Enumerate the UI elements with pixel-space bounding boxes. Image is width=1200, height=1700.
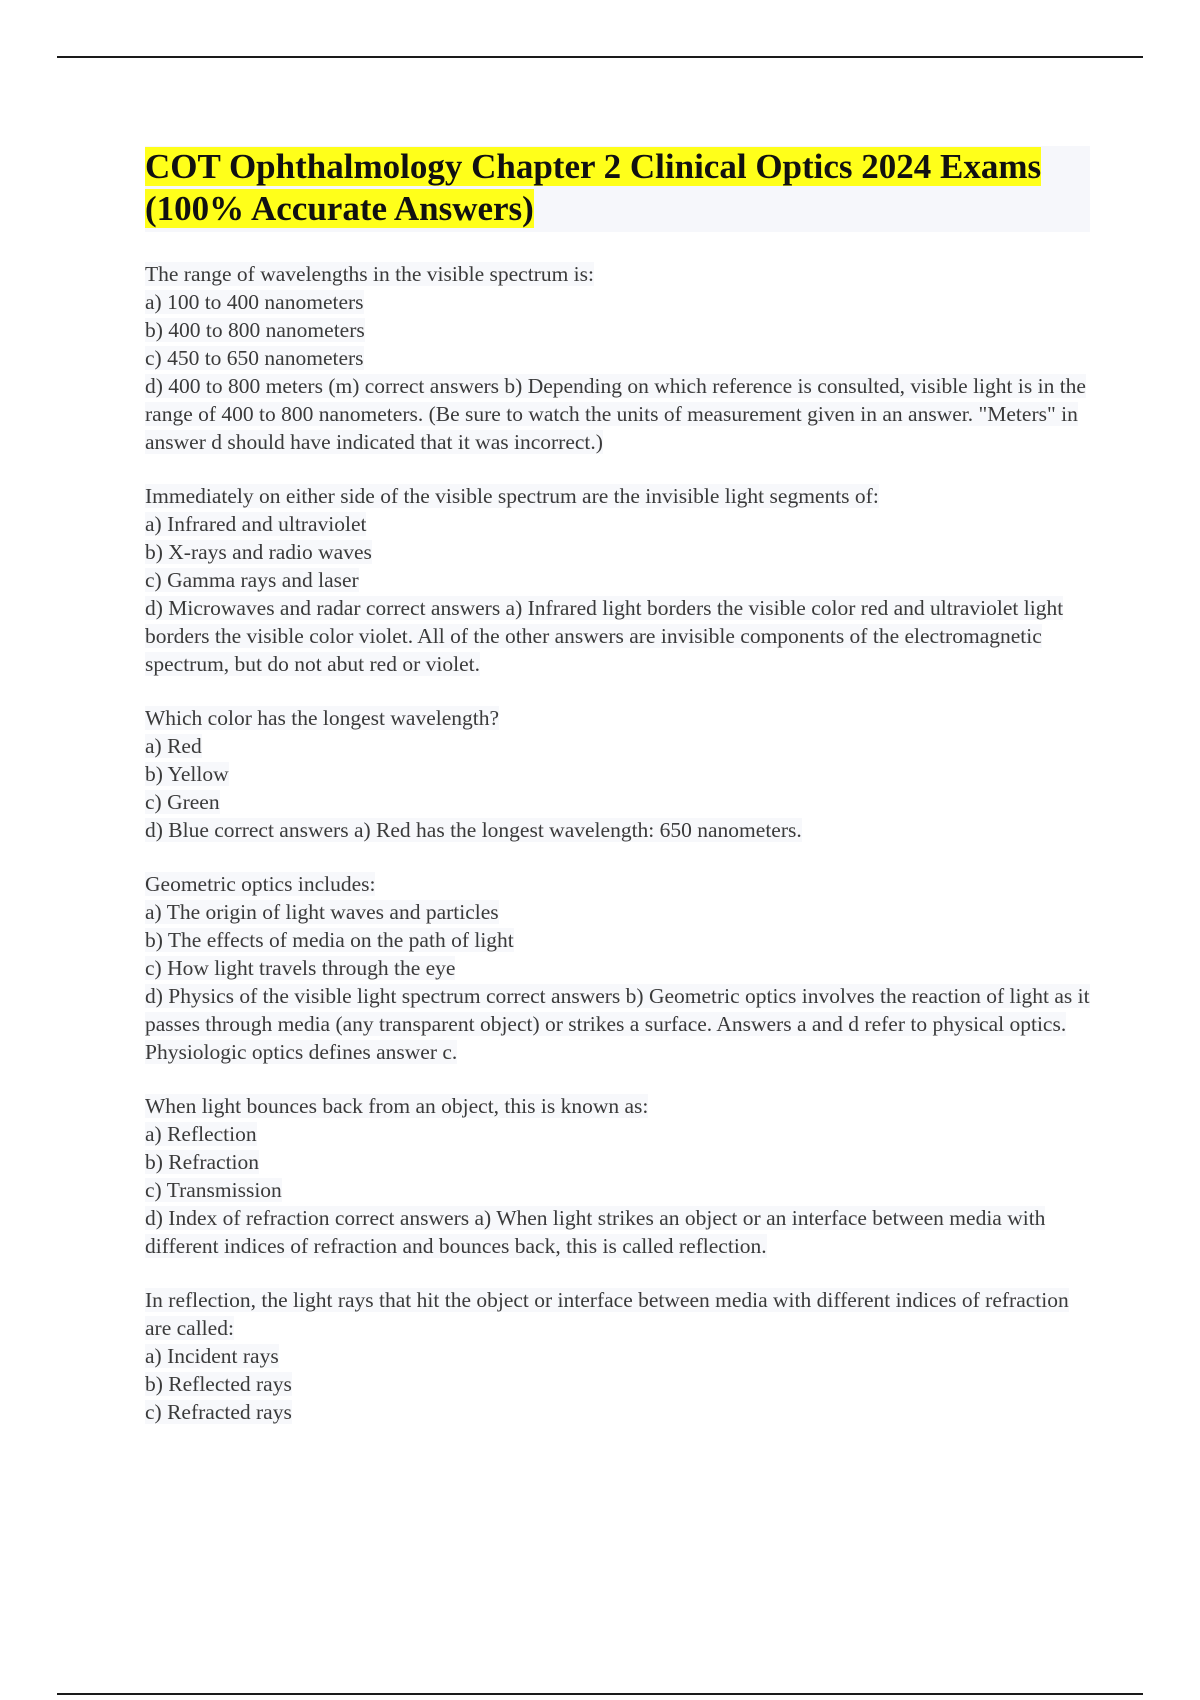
option-b: b) Refraction [145,1150,260,1174]
option-b: b) The effects of media on the path of light [145,928,514,952]
title-block [145,146,1090,232]
option-d-with-answer: d) Index of refraction correct answers a) When light strikes an object or an interface between media with different indices of refraction and bounces back, this is called reflection. [145,1206,1046,1258]
document-body [145,146,1090,1452]
option-c: c) Refracted rays [145,1400,292,1424]
question-text: Geometric optics includes: [145,872,376,896]
question-text: When light bounces back from an object, this is known as: [145,1094,649,1118]
option-d-with-answer: d) 400 to 800 meters (m) correct answers b) Depending on which reference is consulted, visible light is in the range of 400 to 800 nanometers. (Be sure to watch the units of measurement given in an answer. "Meters" in answer d should have indicated that it was incorrect.) [145,374,1086,454]
question-block [145,704,1090,844]
option-a: a) The origin of light waves and particles [145,900,499,924]
option-b: b) Reflected rays [145,1372,292,1396]
option-c: c) How light travels through the eye [145,956,456,980]
question-text: Which color has the longest wavelength? [145,706,500,730]
option-c: c) Gamma rays and laser [145,568,359,592]
bottom-rule [57,1693,1143,1695]
question-block [145,1092,1090,1260]
question-text: In reflection, the light rays that hit the object or interface between media with different indices of refraction are called: [145,1288,1069,1340]
option-c: c) Transmission [145,1178,282,1202]
option-d-with-answer: d) Physics of the visible light spectrum correct answers b) Geometric optics involves the reaction of light as it passes through media (any transparent object) or strikes a surface. Answers a and d refer to physical optics. Physiologic optics defines answer c. [145,984,1090,1064]
top-rule [57,56,1143,58]
question-text: The range of wavelengths in the visible spectrum is: [145,262,594,286]
question-block [145,482,1090,678]
question-text: Immediately on either side of the visible spectrum are the invisible light segments of: [145,484,879,508]
option-d-with-answer: d) Microwaves and radar correct answers a) Infrared light borders the visible color red and ultraviolet light borders the visible color violet. All of the other answers are invisible components of the electromagnetic spectrum, but do not abut red or violet. [145,596,1064,676]
option-b: b) X-rays and radio waves [145,540,372,564]
option-a: a) Red [145,734,202,758]
option-b: b) 400 to 800 nanometers [145,318,365,342]
option-c: c) 450 to 650 nanometers [145,346,364,370]
option-a: a) 100 to 400 nanometers [145,290,364,314]
question-block [145,260,1090,456]
question-block [145,1286,1090,1426]
option-a: a) Infrared and ultraviolet [145,512,367,536]
option-b: b) Yellow [145,762,229,786]
option-c: c) Green [145,790,220,814]
option-a: a) Reflection [145,1122,257,1146]
document-title: COT Ophthalmology Chapter 2 Clinical Optics 2024 Exams (100% Accurate Answers) [145,147,1042,228]
option-a: a) Incident rays [145,1344,279,1368]
option-d-with-answer: d) Blue correct answers a) Red has the longest wavelength: 650 nanometers. [145,818,802,842]
question-block [145,870,1090,1066]
